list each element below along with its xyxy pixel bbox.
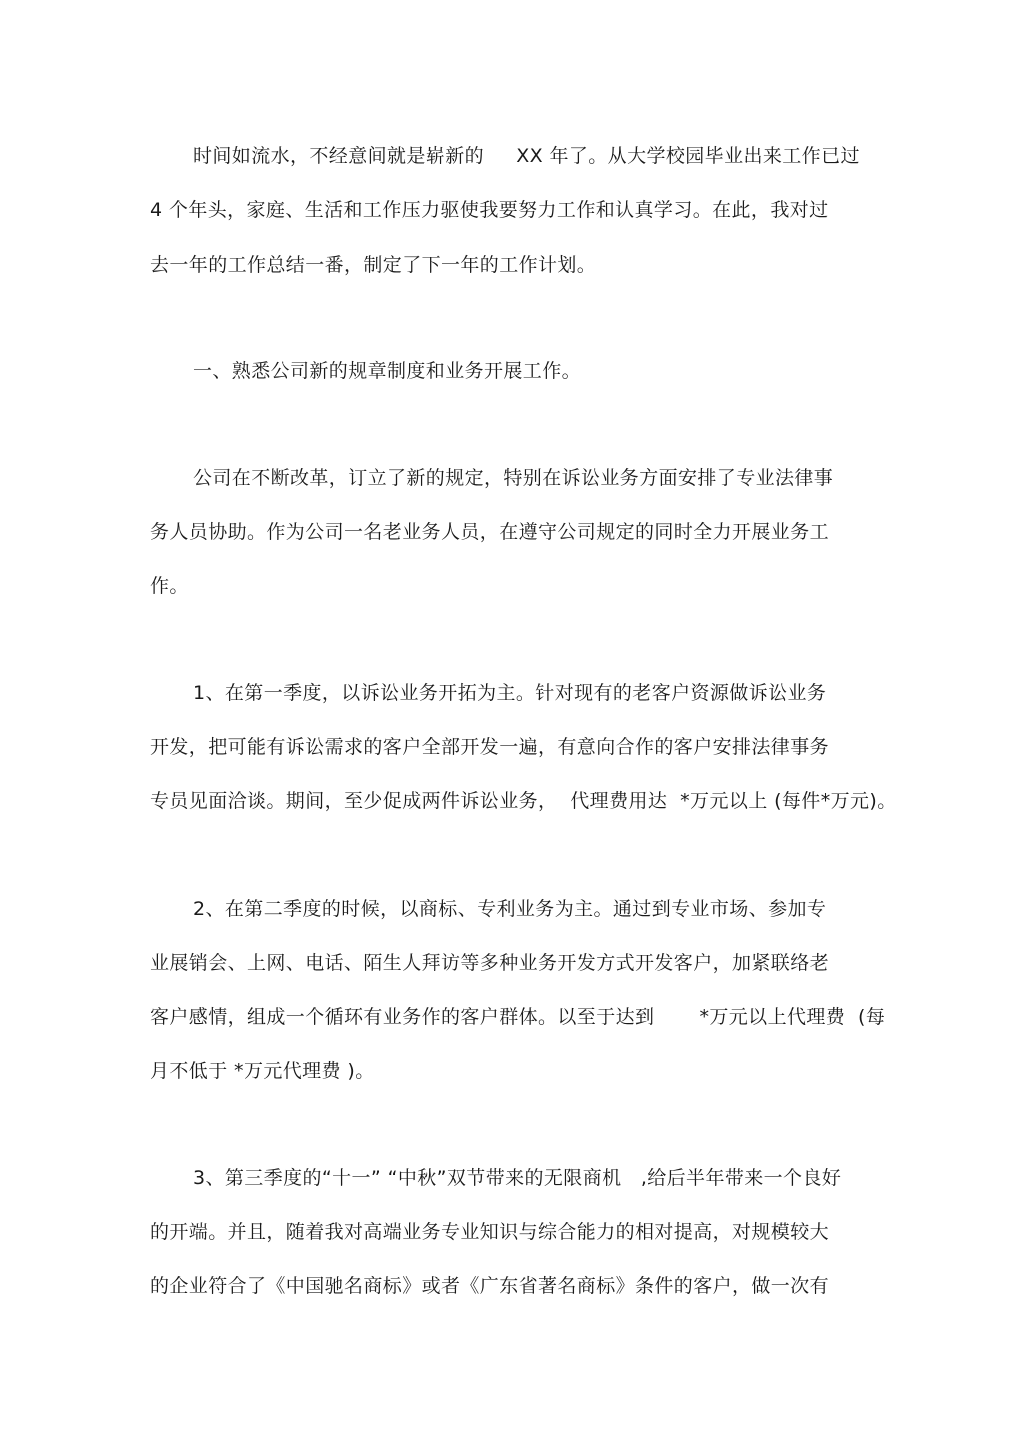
item1-line-2: 开发，把可能有诉讼需求的客户全部开发一遍，有意向合作的客户安排法律事务	[150, 736, 830, 758]
para1-line-1: 公司在不断改革，订立了新的规定，特别在诉讼业务方面安排了专业法律事	[193, 467, 834, 489]
section-heading-1: 一、熟悉公司新的规章制度和业务开展工作。	[193, 360, 582, 382]
intro-line-1: 时间如流水，不经意间就是崭新的 XX 年了。从大学校园毕业出来工作已过	[193, 145, 860, 167]
item2-line-1: 2、在第二季度的时候，以商标、专利业务为主。通过到专业市场、参加专	[193, 898, 827, 920]
item2-line-2: 业展销会、上网、电话、陌生人拜访等多种业务开发方式开发客户，加紧联络老	[150, 952, 830, 974]
item1-line-1: 1、在第一季度，以诉讼业务开拓为主。针对现有的老客户资源做诉讼业务	[193, 682, 827, 704]
item3-line-3: 的企业符合了《中国驰名商标》或者《广东省著名商标》条件的客户，做一次有	[150, 1275, 830, 1297]
para1-line-3: 作。	[150, 575, 189, 597]
item2-line-4: 月不低于 *万元代理费 )。	[150, 1060, 375, 1082]
intro-line-3: 去一年的工作总结一番，制定了下一年的工作计划。	[150, 254, 597, 276]
intro-line-2: 4 个年头，家庭、生活和工作压力驱使我要努力工作和认真学习。在此，我对过	[150, 199, 829, 221]
item2-line-3: 客户感情，组成一个循环有业务作的客户群体。以至于达到 *万元以上代理费 (每	[150, 1006, 886, 1028]
item1-line-3: 专员见面洽谈。期间，至少促成两件诉讼业务， 代理费用达 *万元以上 (每件*万元)。	[150, 790, 897, 812]
item3-line-2: 的开端。并且，随着我对高端业务专业知识与综合能力的相对提高，对规模较大	[150, 1221, 830, 1243]
para1-line-2: 务人员协助。作为公司一名老业务人员，在遵守公司规定的同时全力开展业务工	[150, 521, 830, 543]
item3-line-1: 3、第三季度的“十一” “中秋”双节带来的无限商机 ,给后半年带来一个良好	[193, 1167, 842, 1189]
